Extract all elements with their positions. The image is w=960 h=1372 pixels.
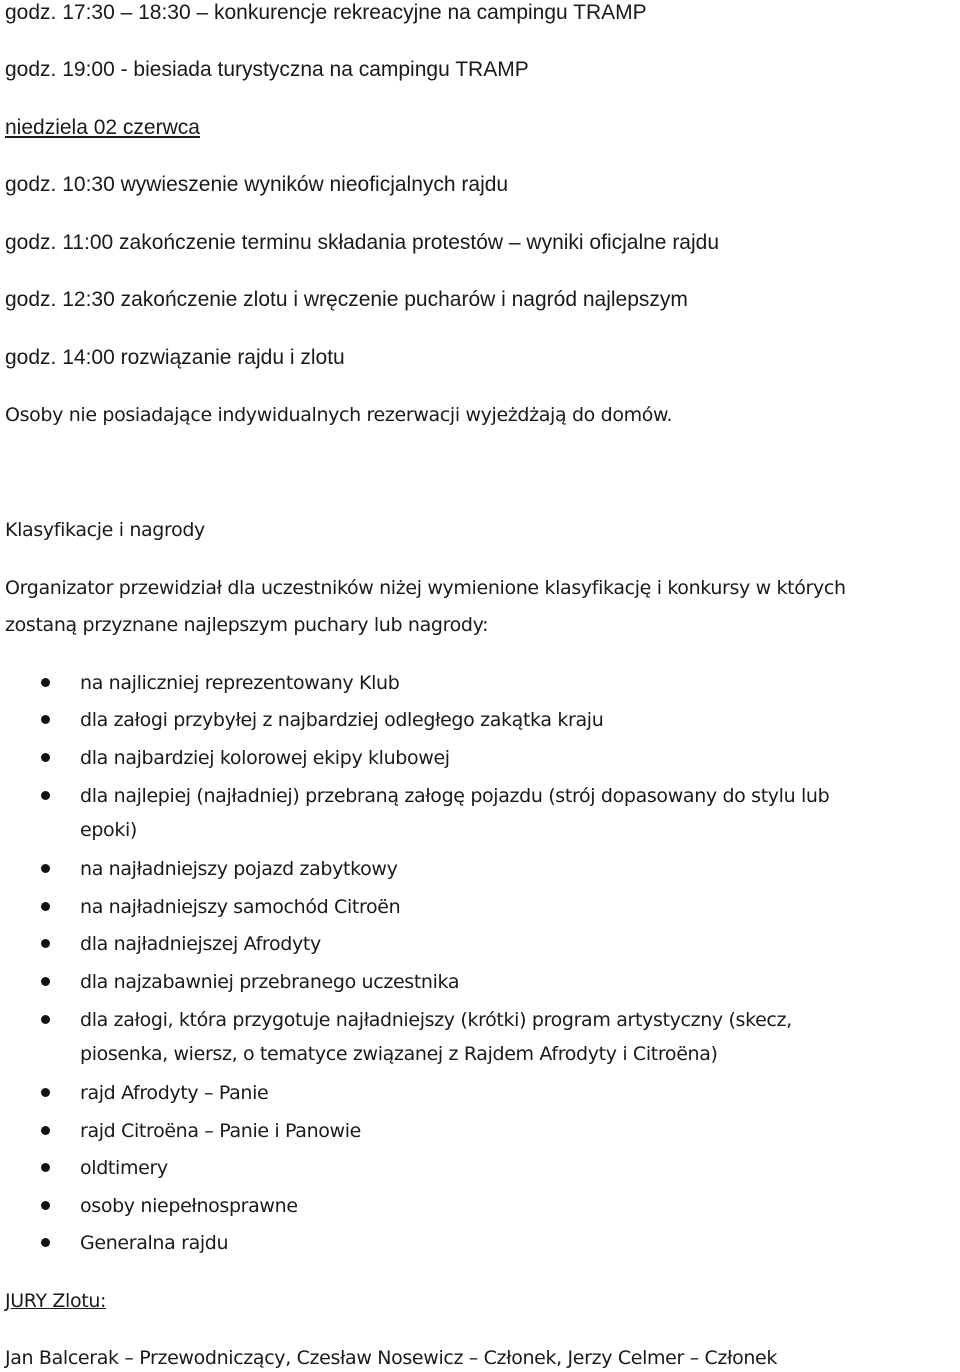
schedule-line: godz. 14:00 rozwiązanie rajdu i zlotu — [5, 346, 345, 369]
bullet-icon — [41, 1201, 50, 1210]
list-item-line: dla załogi, która przygotuje najładniejszy (krótki) program artystyczny (skecz, — [80, 1009, 792, 1031]
bullet-icon — [41, 1126, 50, 1135]
schedule-line: godz. 19:00 - biesiada turystyczna na campingu TRAMP — [5, 58, 529, 81]
schedule-line: godz. 10:30 wywieszenie wyników nieoficjalnych rajdu — [5, 173, 509, 196]
bullet-icon — [41, 1238, 50, 1247]
schedule-line: godz. 17:30 – 18:30 – konkurencje rekreacyjne na campingu TRAMP — [5, 1, 647, 24]
list-item-text — [80, 856, 397, 882]
list-item-text — [80, 1193, 298, 1219]
schedule-line: godz. 11:00 zakończenie terminu składania protestów – wyniki oficjalne rajdu — [5, 231, 720, 254]
bullet-icon — [41, 715, 50, 724]
list-item-text — [80, 1230, 228, 1256]
bullet-icon — [41, 1015, 50, 1024]
jury-label: JURY Zlotu: — [5, 1290, 107, 1312]
list-item-text — [80, 1118, 361, 1144]
bullet-icon — [41, 1088, 50, 1097]
departure-note: Osoby nie posiadające indywidualnych rezerwacji wyjeżdżają do domów. — [5, 404, 673, 426]
jury-members: Jan Balcerak – Przewodniczący, Czesław Nosewicz – Członek, Jerzy Celmer – Członek — [5, 1347, 778, 1369]
list-item-line: rajd Afrodyty – Panie — [80, 1082, 269, 1104]
list-item-line: piosenka, wiersz, o tematyce związanej z Rajdem Afrodyty i Citroëna) — [80, 1043, 718, 1065]
list-item-line: dla załogi przybyłej z najbardziej odległego zakątka kraju — [80, 709, 604, 731]
schedule-line: godz. 12:30 zakończenie zlotu i wręczenie pucharów i nagród najlepszym — [5, 288, 688, 311]
list-item-line: dla najlepiej (najładniej) przebraną załogę pojazdu (strój dopasowany do stylu lub — [80, 785, 830, 807]
bullet-icon — [41, 678, 50, 687]
bullet-icon — [41, 864, 50, 873]
list-item-text — [80, 1080, 268, 1106]
list-item-line: oldtimery — [80, 1157, 168, 1179]
list-item-text — [80, 745, 450, 771]
bullet-icon — [41, 753, 50, 762]
list-item-text — [80, 894, 400, 920]
list-item-text — [80, 931, 321, 957]
list-item-line: na najładniejszy samochód Citroën — [80, 896, 401, 918]
bullet-icon — [41, 902, 50, 911]
intro-paragraph: zostaną przyznane najlepszym puchary lub nagrody: — [5, 614, 489, 636]
day-heading: niedziela 02 czerwca — [5, 116, 200, 139]
list-item-line: rajd Citroëna – Panie i Panowie — [80, 1120, 361, 1142]
list-item-line: osoby niepełnosprawne — [80, 1195, 298, 1217]
list-item-text — [80, 969, 459, 995]
list-item-text — [80, 783, 829, 843]
list-item-text — [80, 670, 399, 696]
bullet-icon — [41, 791, 50, 800]
list-item-line: Generalna rajdu — [80, 1232, 229, 1254]
bullet-icon — [41, 939, 50, 948]
list-item-text — [80, 1007, 792, 1067]
list-item-line: dla najbardziej kolorowej ekipy klubowej — [80, 747, 450, 769]
list-item-line: dla najzabawniej przebranego uczestnika — [80, 971, 460, 993]
bullet-icon — [41, 977, 50, 986]
list-item-line: na najładniejszy pojazd zabytkowy — [80, 858, 398, 880]
intro-paragraph: Organizator przewidział dla uczestników niżej wymienione klasyfikację i konkursy w których — [5, 577, 846, 599]
list-item-line: na najliczniej reprezentowany Klub — [80, 672, 400, 694]
section-heading: Klasyfikacje i nagrody — [5, 519, 205, 541]
list-item-line: epoki) — [80, 819, 137, 841]
bullet-icon — [41, 1163, 50, 1172]
list-item-line: dla najładniejszej Afrodyty — [80, 933, 321, 955]
list-item-text — [80, 707, 603, 733]
list-item-text — [80, 1155, 168, 1181]
